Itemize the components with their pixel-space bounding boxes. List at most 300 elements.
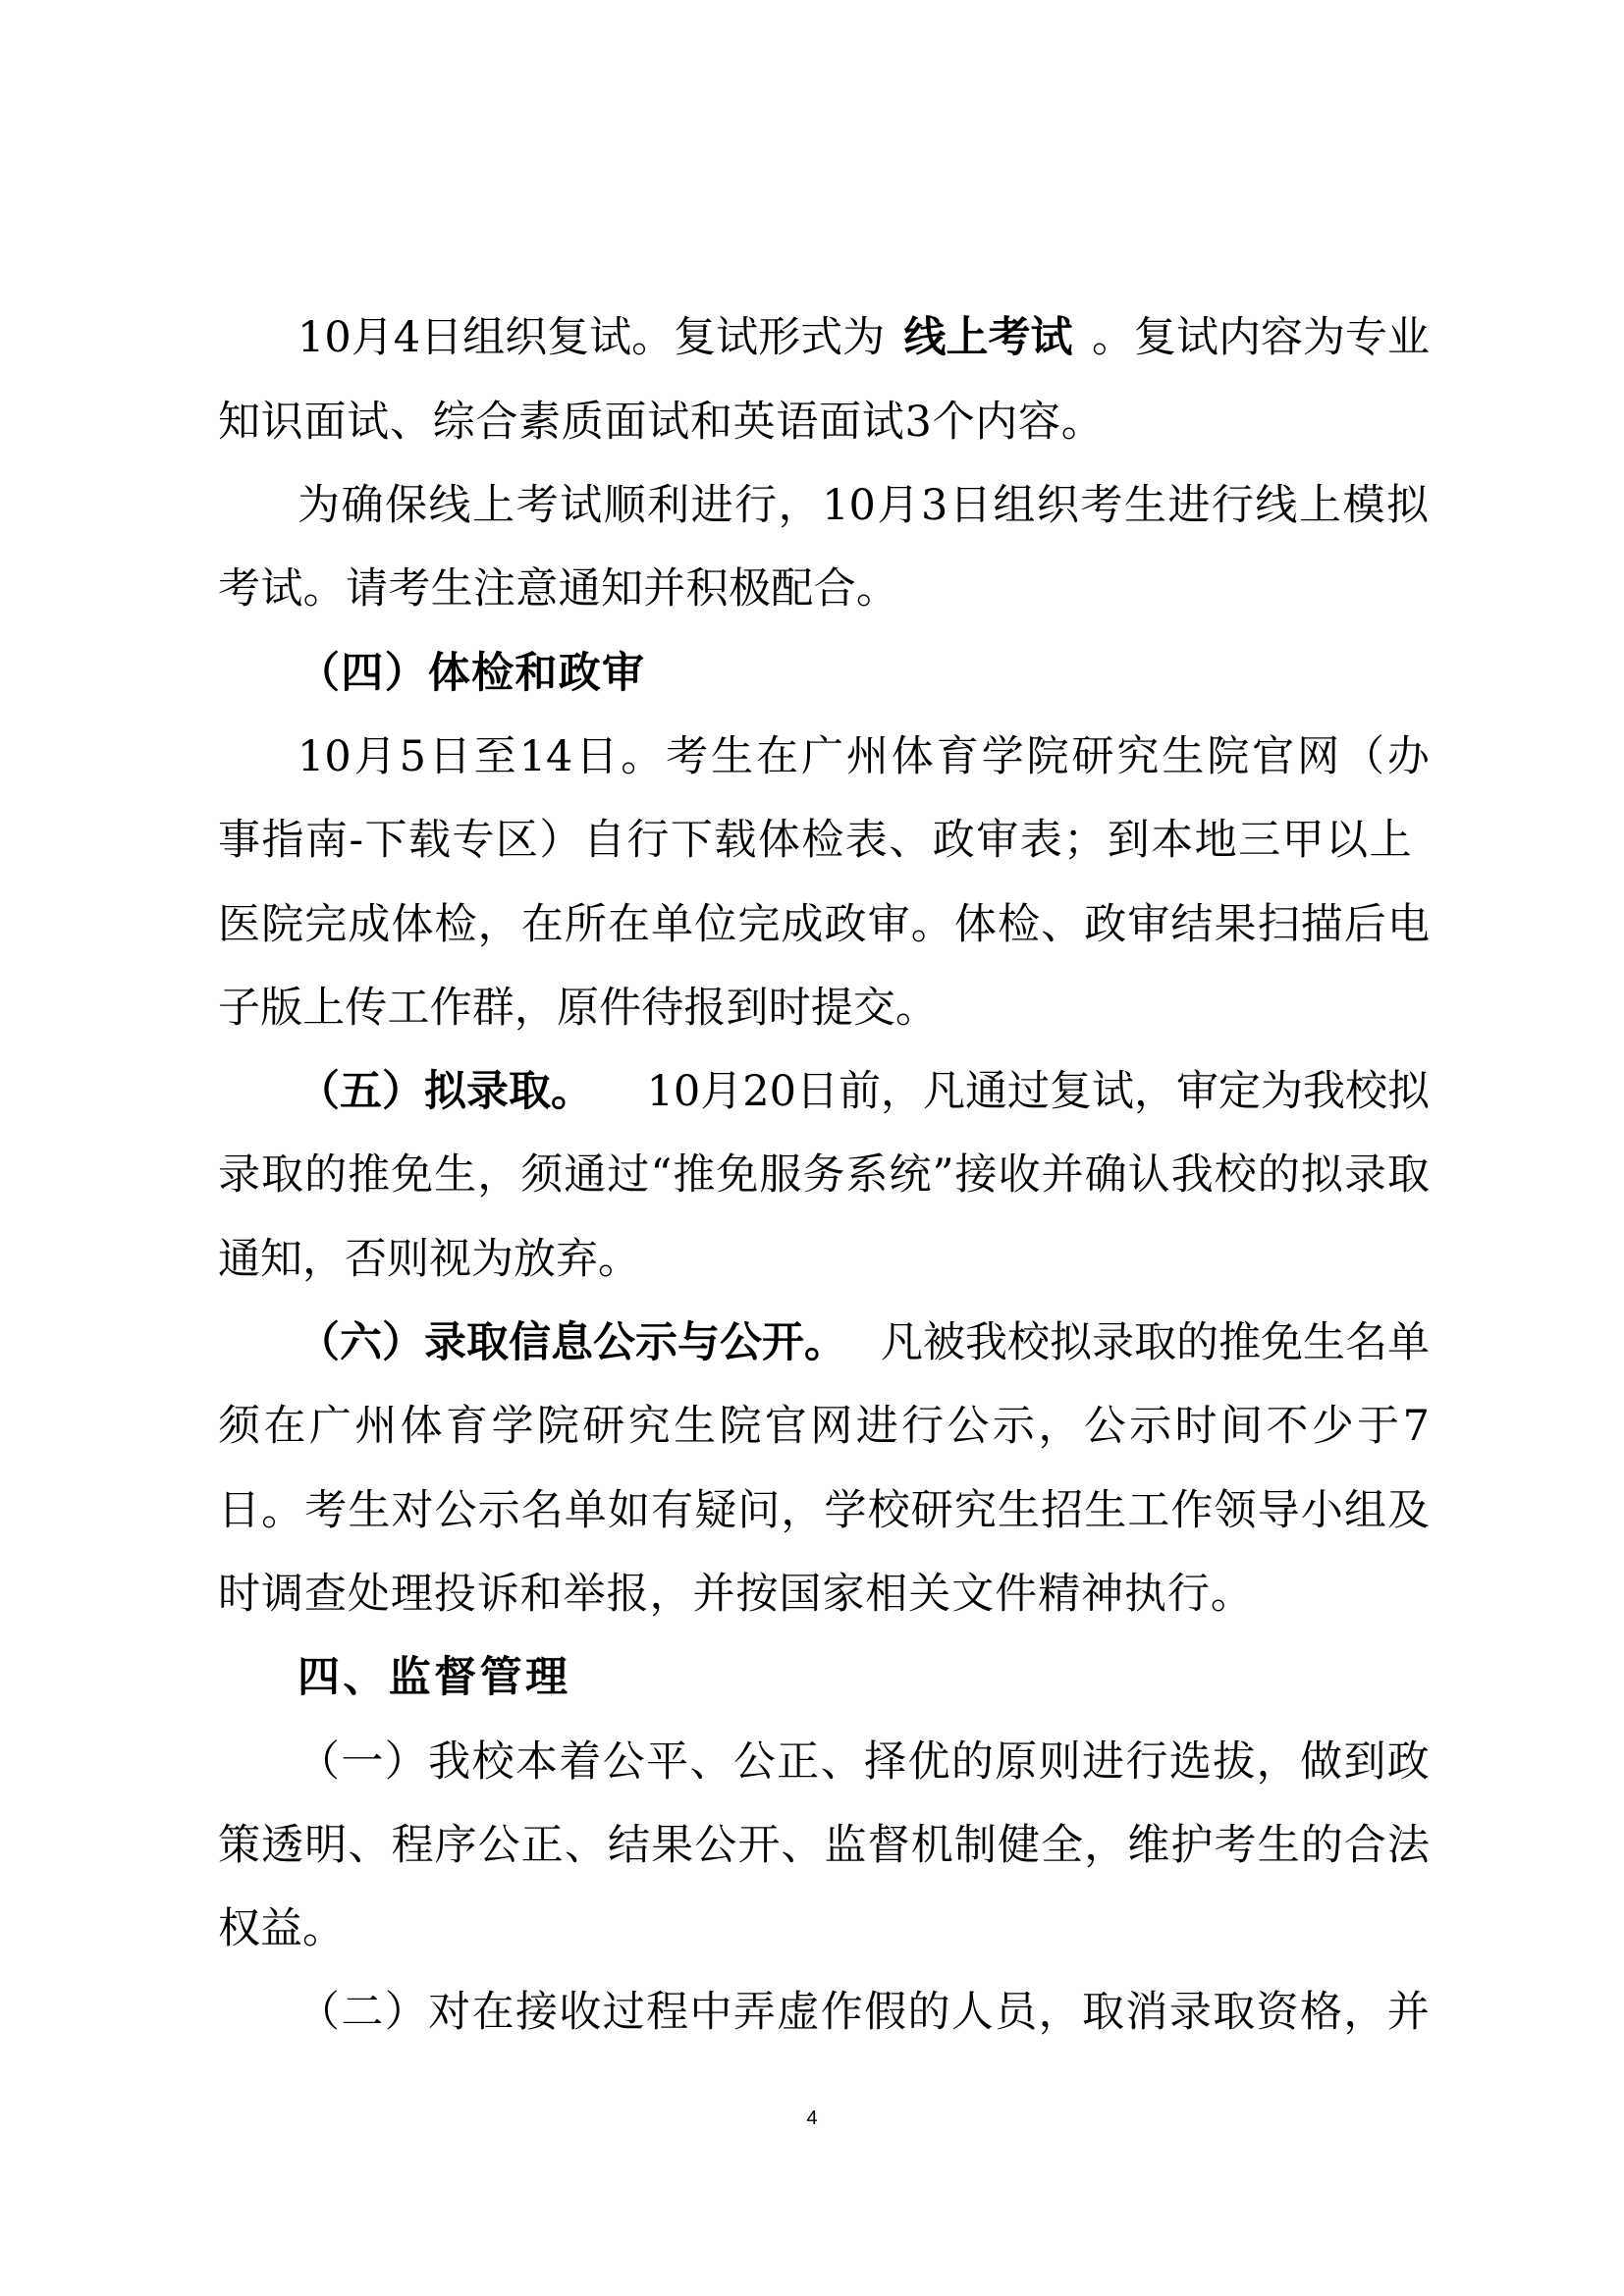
- glyph: 间: [1219, 1402, 1263, 1451]
- line-text: [218, 393, 1104, 452]
- glyph: 面: [303, 398, 347, 447]
- glyph: 有: [651, 1486, 694, 1535]
- glyph: 过: [602, 1988, 645, 2037]
- glyph: 资: [1256, 1988, 1299, 2037]
- glyph: 日: [948, 481, 992, 530]
- glyph: 公: [1083, 1402, 1126, 1451]
- text-run: 凡被我校拟录取的推免生名单: [881, 1318, 1430, 1367]
- glyph: 投: [433, 1570, 476, 1619]
- glyph: （: [1342, 732, 1384, 781]
- glyph: 自: [582, 816, 625, 865]
- glyph: 录: [1343, 1150, 1386, 1200]
- glyph: 请: [345, 564, 388, 614]
- glyph: 体: [757, 816, 800, 865]
- glyph: 行: [901, 1402, 945, 1451]
- glyph: 体: [400, 1402, 443, 1451]
- glyph: 进: [1082, 1737, 1125, 1787]
- body-line: [0, 393, 1624, 452]
- glyph: 接: [514, 1988, 558, 2037]
- glyph: 到: [1107, 816, 1150, 865]
- glyph: 州: [845, 732, 889, 781]
- glyph: ）: [384, 649, 427, 698]
- glyph: 在: [520, 900, 564, 949]
- glyph: 于: [1357, 1402, 1400, 1451]
- glyph: 对: [391, 1486, 434, 1535]
- line-text: [218, 1397, 1430, 1456]
- glyph: 院: [1207, 732, 1250, 781]
- glyph: 体: [391, 900, 434, 949]
- glyph: 个: [932, 398, 975, 447]
- glyph: 报: [683, 984, 727, 1033]
- text-run: 。复试内容为专业: [1091, 313, 1430, 362]
- glyph: 月: [877, 481, 920, 530]
- section-heading: [0, 1648, 1624, 1707]
- glyph: 考: [218, 564, 260, 614]
- glyph: 监: [824, 1821, 867, 1870]
- line-text: [218, 1899, 345, 1958]
- glyph: 政: [1386, 1737, 1430, 1787]
- glyph: ，: [1084, 1821, 1127, 1870]
- glyph: 国: [779, 1570, 822, 1619]
- page-number: 4: [806, 2108, 818, 2129]
- glyph: 须: [520, 1150, 564, 1200]
- glyph: 拟: [1385, 481, 1429, 530]
- glyph: 在: [607, 900, 650, 949]
- glyph: 结: [607, 1821, 650, 1870]
- glyph: 正: [777, 1737, 820, 1787]
- glyph: 究: [627, 1402, 671, 1451]
- glyph: 果: [651, 1821, 694, 1870]
- glyph: 试: [560, 481, 603, 530]
- glyph: 单: [564, 1486, 607, 1535]
- glyph: 收: [998, 1150, 1041, 1200]
- glyph: 收: [559, 1988, 602, 2037]
- glyph: 明: [304, 1821, 348, 1870]
- heading-text: [298, 644, 644, 703]
- glyph: 员: [995, 1988, 1038, 2037]
- glyph: 示: [477, 1486, 520, 1535]
- glyph: 生: [1162, 732, 1205, 781]
- glyph: 。: [895, 984, 938, 1033]
- glyph: 月: [353, 732, 397, 781]
- glyph: 并: [1041, 1150, 1084, 1200]
- glyph: 程: [646, 1988, 689, 2037]
- body-line: [0, 308, 1624, 367]
- glyph: 。: [855, 564, 898, 614]
- glyph: 疑: [694, 1486, 737, 1535]
- glyph: 假: [864, 1988, 907, 2037]
- glyph: 位: [694, 900, 737, 949]
- glyph: 放: [514, 1235, 556, 1284]
- glyph: 试: [861, 398, 904, 447]
- glyph: 7: [1402, 1402, 1430, 1451]
- glyph: 群: [471, 984, 514, 1033]
- glyph: 合: [1343, 1821, 1386, 1870]
- glyph: 文: [951, 1570, 995, 1619]
- glyph: 、: [389, 398, 432, 447]
- glyph: 配: [771, 564, 814, 614]
- glyph: 的: [1257, 1150, 1300, 1200]
- line-text: [218, 1816, 1430, 1875]
- glyph: ”: [932, 1150, 954, 1200]
- glyph: 系: [845, 1150, 889, 1200]
- glyph: 审: [601, 649, 644, 698]
- glyph: 开: [737, 1821, 781, 1870]
- glyph: ）: [384, 1988, 427, 2037]
- glyph: 程: [391, 1821, 434, 1870]
- glyph: 护: [1170, 1821, 1214, 1870]
- line-text: [218, 560, 898, 618]
- glyph: ；: [1063, 816, 1107, 865]
- glyph: 生: [997, 1486, 1040, 1535]
- glyph: 意: [515, 564, 559, 614]
- glyph: 。: [621, 732, 664, 781]
- glyph: 人: [950, 1988, 994, 2037]
- glyph: 我: [1170, 1150, 1214, 1200]
- glyph: 示: [1129, 1402, 1172, 1451]
- glyph: 生: [711, 732, 754, 781]
- glyph: 须: [218, 1402, 260, 1451]
- glyph: 载: [714, 816, 757, 865]
- glyph: （: [298, 1988, 340, 2037]
- glyph: 取: [1082, 1988, 1125, 2037]
- glyph: 。: [302, 1904, 345, 1953]
- glyph: 利: [647, 481, 690, 530]
- glyph: 。: [261, 1486, 304, 1535]
- glyph: 组: [1343, 1486, 1386, 1535]
- glyph: 检: [434, 900, 477, 949]
- glyph: 考: [1214, 1821, 1257, 1870]
- glyph: ，: [477, 900, 520, 949]
- glyph: 合: [813, 564, 856, 614]
- glyph: 的: [1300, 1821, 1343, 1870]
- glyph: -: [349, 816, 363, 865]
- glyph: 试: [260, 564, 303, 614]
- glyph: 查: [303, 1570, 347, 1619]
- glyph: 并: [643, 564, 686, 614]
- glyph: 原: [995, 1737, 1038, 1787]
- glyph: ，: [1343, 1988, 1386, 2037]
- glyph: 我: [428, 1737, 471, 1787]
- glyph: 进: [690, 481, 733, 530]
- glyph: 机: [910, 1821, 953, 1870]
- glyph: 通: [564, 1150, 607, 1200]
- glyph: 3: [920, 481, 948, 530]
- glyph: 政: [558, 649, 601, 698]
- glyph: 工: [387, 984, 430, 1033]
- glyph: 上: [1369, 816, 1412, 865]
- glyph: 官: [764, 1402, 807, 1451]
- glyph: 确: [341, 481, 384, 530]
- glyph: 免: [716, 1150, 759, 1200]
- glyph: 诉: [476, 1570, 519, 1619]
- body-line: [0, 895, 1624, 954]
- glyph: 行: [1211, 481, 1254, 530]
- glyph: 、: [689, 1737, 732, 1787]
- glyph: 院: [1026, 732, 1069, 781]
- glyph: 研: [582, 1402, 625, 1451]
- glyph: 并: [1386, 1988, 1430, 2037]
- glyph: 学: [824, 1486, 867, 1535]
- glyph: 行: [626, 816, 670, 865]
- glyph: 、: [781, 1821, 824, 1870]
- glyph: 院: [536, 1402, 579, 1451]
- glyph: ，: [781, 1486, 824, 1535]
- glyph: 下: [364, 816, 407, 865]
- glyph: 政: [1084, 900, 1127, 949]
- body-line: [0, 1983, 1624, 2042]
- glyph: 英: [732, 398, 776, 447]
- glyph: 以: [1326, 816, 1369, 865]
- glyph: 院: [261, 900, 304, 949]
- glyph: 面: [819, 398, 862, 447]
- glyph: 模: [1342, 481, 1385, 530]
- glyph: 少: [1311, 1402, 1354, 1451]
- glyph: 确: [1084, 1150, 1127, 1200]
- glyph: 果: [1214, 900, 1257, 949]
- glyph: 。: [598, 1235, 640, 1284]
- glyph: 生: [430, 564, 473, 614]
- glyph: 作: [1170, 1486, 1214, 1535]
- glyph: 小: [1300, 1486, 1343, 1535]
- glyph: 政: [932, 816, 975, 865]
- glyph: 网: [1297, 732, 1340, 781]
- glyph: 线: [1255, 481, 1298, 530]
- glyph: 监: [388, 1653, 431, 1702]
- glyph: 研: [1071, 732, 1114, 781]
- glyph: 知: [218, 398, 260, 447]
- glyph: 扫: [1257, 900, 1300, 949]
- section-heading: [0, 644, 1624, 703]
- glyph: 及: [1386, 1486, 1430, 1535]
- glyph: 调: [260, 1570, 303, 1619]
- glyph: 日: [575, 732, 619, 781]
- glyph: 行: [1166, 1570, 1210, 1619]
- glyph: 录: [1168, 1988, 1212, 2037]
- glyph: 四: [341, 649, 384, 698]
- glyph: 行: [1125, 1737, 1168, 1787]
- glyph: 问: [737, 1486, 781, 1535]
- glyph: 后: [1343, 900, 1386, 949]
- glyph: 生: [1084, 1486, 1127, 1535]
- glyph: 版: [260, 984, 303, 1033]
- glyph: 在: [756, 732, 799, 781]
- glyph: 注: [472, 564, 515, 614]
- glyph: 公: [477, 1821, 520, 1870]
- glyph: 制: [953, 1821, 997, 1870]
- glyph: 。: [1210, 1570, 1253, 1619]
- glyph: 通: [558, 564, 601, 614]
- glyph: 维: [1127, 1821, 1170, 1870]
- glyph: 件: [599, 984, 642, 1033]
- glyph: 示: [992, 1402, 1035, 1451]
- glyph: ，: [1038, 1402, 1081, 1451]
- glyph: 认: [1127, 1150, 1170, 1200]
- glyph: 14: [518, 732, 573, 781]
- glyph: 名: [520, 1486, 564, 1535]
- glyph: 生: [434, 1150, 477, 1200]
- glyph: 服: [759, 1150, 802, 1200]
- glyph: 和: [514, 649, 558, 698]
- glyph: 统: [889, 1150, 932, 1200]
- glyph: （: [298, 1737, 340, 1787]
- line-text: [218, 895, 1430, 954]
- glyph: 生: [348, 1486, 391, 1535]
- line-text: [218, 1230, 640, 1289]
- glyph: 医: [218, 900, 260, 949]
- glyph: 学: [981, 732, 1024, 781]
- heading-text: [298, 1648, 568, 1707]
- glyph: 知: [600, 564, 643, 614]
- glyph: 时: [1174, 1402, 1218, 1451]
- body-line: [0, 1230, 1624, 1289]
- glyph: 相: [865, 1570, 908, 1619]
- body-line: [0, 1146, 1624, 1204]
- glyph: 语: [776, 398, 819, 447]
- glyph: 权: [218, 1904, 260, 1953]
- glyph: 接: [954, 1150, 998, 1200]
- glyph: 官: [1252, 732, 1295, 781]
- glyph: 时: [768, 984, 811, 1033]
- text-run: 10月20日前，凡通过复试，审定为我校拟: [646, 1067, 1430, 1116]
- body-line: [0, 1899, 1624, 1958]
- glyph: 策: [218, 1821, 260, 1870]
- glyph: 举: [563, 1570, 606, 1619]
- glyph: 工: [1127, 1486, 1170, 1535]
- glyph: 完: [737, 900, 781, 949]
- glyph: 拟: [1300, 1150, 1343, 1200]
- glyph: 顺: [603, 481, 646, 530]
- glyph: 生: [674, 1402, 717, 1451]
- glyph: 描: [1300, 900, 1343, 949]
- glyph: 一: [341, 1737, 384, 1787]
- glyph: 否: [345, 1235, 387, 1284]
- glyph: 视: [429, 1235, 471, 1284]
- glyph: 试: [647, 398, 690, 447]
- glyph: 院: [719, 1402, 762, 1451]
- glyph: 督: [867, 1821, 910, 1870]
- glyph: 3: [904, 398, 932, 447]
- glyph: 的: [304, 1150, 348, 1200]
- glyph: 广: [800, 732, 843, 781]
- glyph: 选: [1168, 1737, 1212, 1787]
- glyph: 甲: [1281, 816, 1325, 865]
- glyph: 理: [390, 1570, 433, 1619]
- glyph: 对: [428, 1988, 471, 2037]
- glyph: 检: [471, 649, 514, 698]
- glyph: 为: [471, 1235, 514, 1284]
- line-text: [298, 1733, 1430, 1791]
- glyph: 理: [524, 1653, 568, 1702]
- glyph: 面: [604, 398, 647, 447]
- glyph: 和: [519, 1570, 563, 1619]
- glyph: 在: [471, 1988, 514, 2037]
- glyph: 。: [910, 900, 953, 949]
- glyph: 导: [1257, 1486, 1300, 1535]
- body-line: [0, 1313, 1624, 1372]
- glyph: 内: [975, 398, 1018, 447]
- bold-run: 线上考试: [903, 313, 1073, 362]
- glyph: 上: [472, 481, 515, 530]
- glyph: 研: [910, 1486, 953, 1535]
- glyph: 校: [867, 1486, 910, 1535]
- glyph: 择: [864, 1737, 907, 1787]
- line-text: [218, 979, 938, 1038]
- glyph: 公: [732, 1737, 776, 1787]
- glyph: 结: [1170, 900, 1214, 949]
- glyph: 管: [479, 1653, 522, 1702]
- glyph: 10: [822, 481, 876, 530]
- glyph: 推: [673, 1150, 716, 1200]
- glyph: 进: [855, 1402, 898, 1451]
- glyph: ，: [302, 1235, 345, 1284]
- glyph: 究: [1116, 732, 1160, 781]
- glyph: 为: [298, 481, 340, 530]
- glyph: ，: [649, 1570, 692, 1619]
- glyph: ）: [539, 816, 582, 865]
- glyph: 5: [399, 732, 426, 781]
- glyph: 体: [427, 649, 470, 698]
- glyph: 公: [434, 1486, 477, 1535]
- glyph: 考: [666, 732, 709, 781]
- glyph: 免: [391, 1150, 434, 1200]
- glyph: 试: [347, 398, 390, 447]
- glyph: 政: [824, 900, 867, 949]
- glyph: 优: [907, 1737, 950, 1787]
- glyph: 序: [434, 1821, 477, 1870]
- glyph: 广: [308, 1402, 352, 1451]
- glyph: 的: [950, 1737, 994, 1787]
- glyph: 专: [452, 816, 495, 865]
- glyph: 校: [1214, 1150, 1257, 1200]
- body-line: [0, 1565, 1624, 1624]
- glyph: 二: [341, 1988, 384, 2037]
- glyph: 通: [218, 1235, 260, 1284]
- glyph: 在: [263, 1402, 306, 1451]
- glyph: ，: [1038, 1988, 1081, 2037]
- glyph: 区: [495, 816, 538, 865]
- glyph: 检: [801, 816, 844, 865]
- glyph: 指: [261, 816, 304, 865]
- glyph: 保: [385, 481, 428, 530]
- glyph: 和: [689, 398, 732, 447]
- glyph: 件: [995, 1570, 1038, 1619]
- line-text: [218, 1146, 1430, 1204]
- glyph: 作: [429, 984, 472, 1033]
- glyph: 时: [218, 1570, 260, 1619]
- glyph: 到: [726, 984, 769, 1033]
- glyph: 益: [260, 1904, 302, 1953]
- glyph: 表: [844, 816, 888, 865]
- glyph: 完: [304, 900, 348, 949]
- glyph: 检: [997, 900, 1040, 949]
- body-line: [0, 727, 1624, 786]
- glyph: 考: [388, 564, 431, 614]
- glyph: 审: [867, 900, 910, 949]
- glyph: 、: [1041, 900, 1084, 949]
- glyph: 传: [345, 984, 388, 1033]
- glyph: 拔: [1213, 1737, 1256, 1787]
- body-line: [0, 1062, 1624, 1121]
- glyph: 审: [976, 816, 1019, 865]
- glyph: 。: [1060, 398, 1104, 447]
- line-text: [218, 811, 1412, 870]
- glyph: 综: [432, 398, 475, 447]
- glyph: 织: [1036, 481, 1079, 530]
- glyph: 积: [685, 564, 729, 614]
- glyph: 公: [694, 1821, 737, 1870]
- glyph: 做: [1299, 1737, 1342, 1787]
